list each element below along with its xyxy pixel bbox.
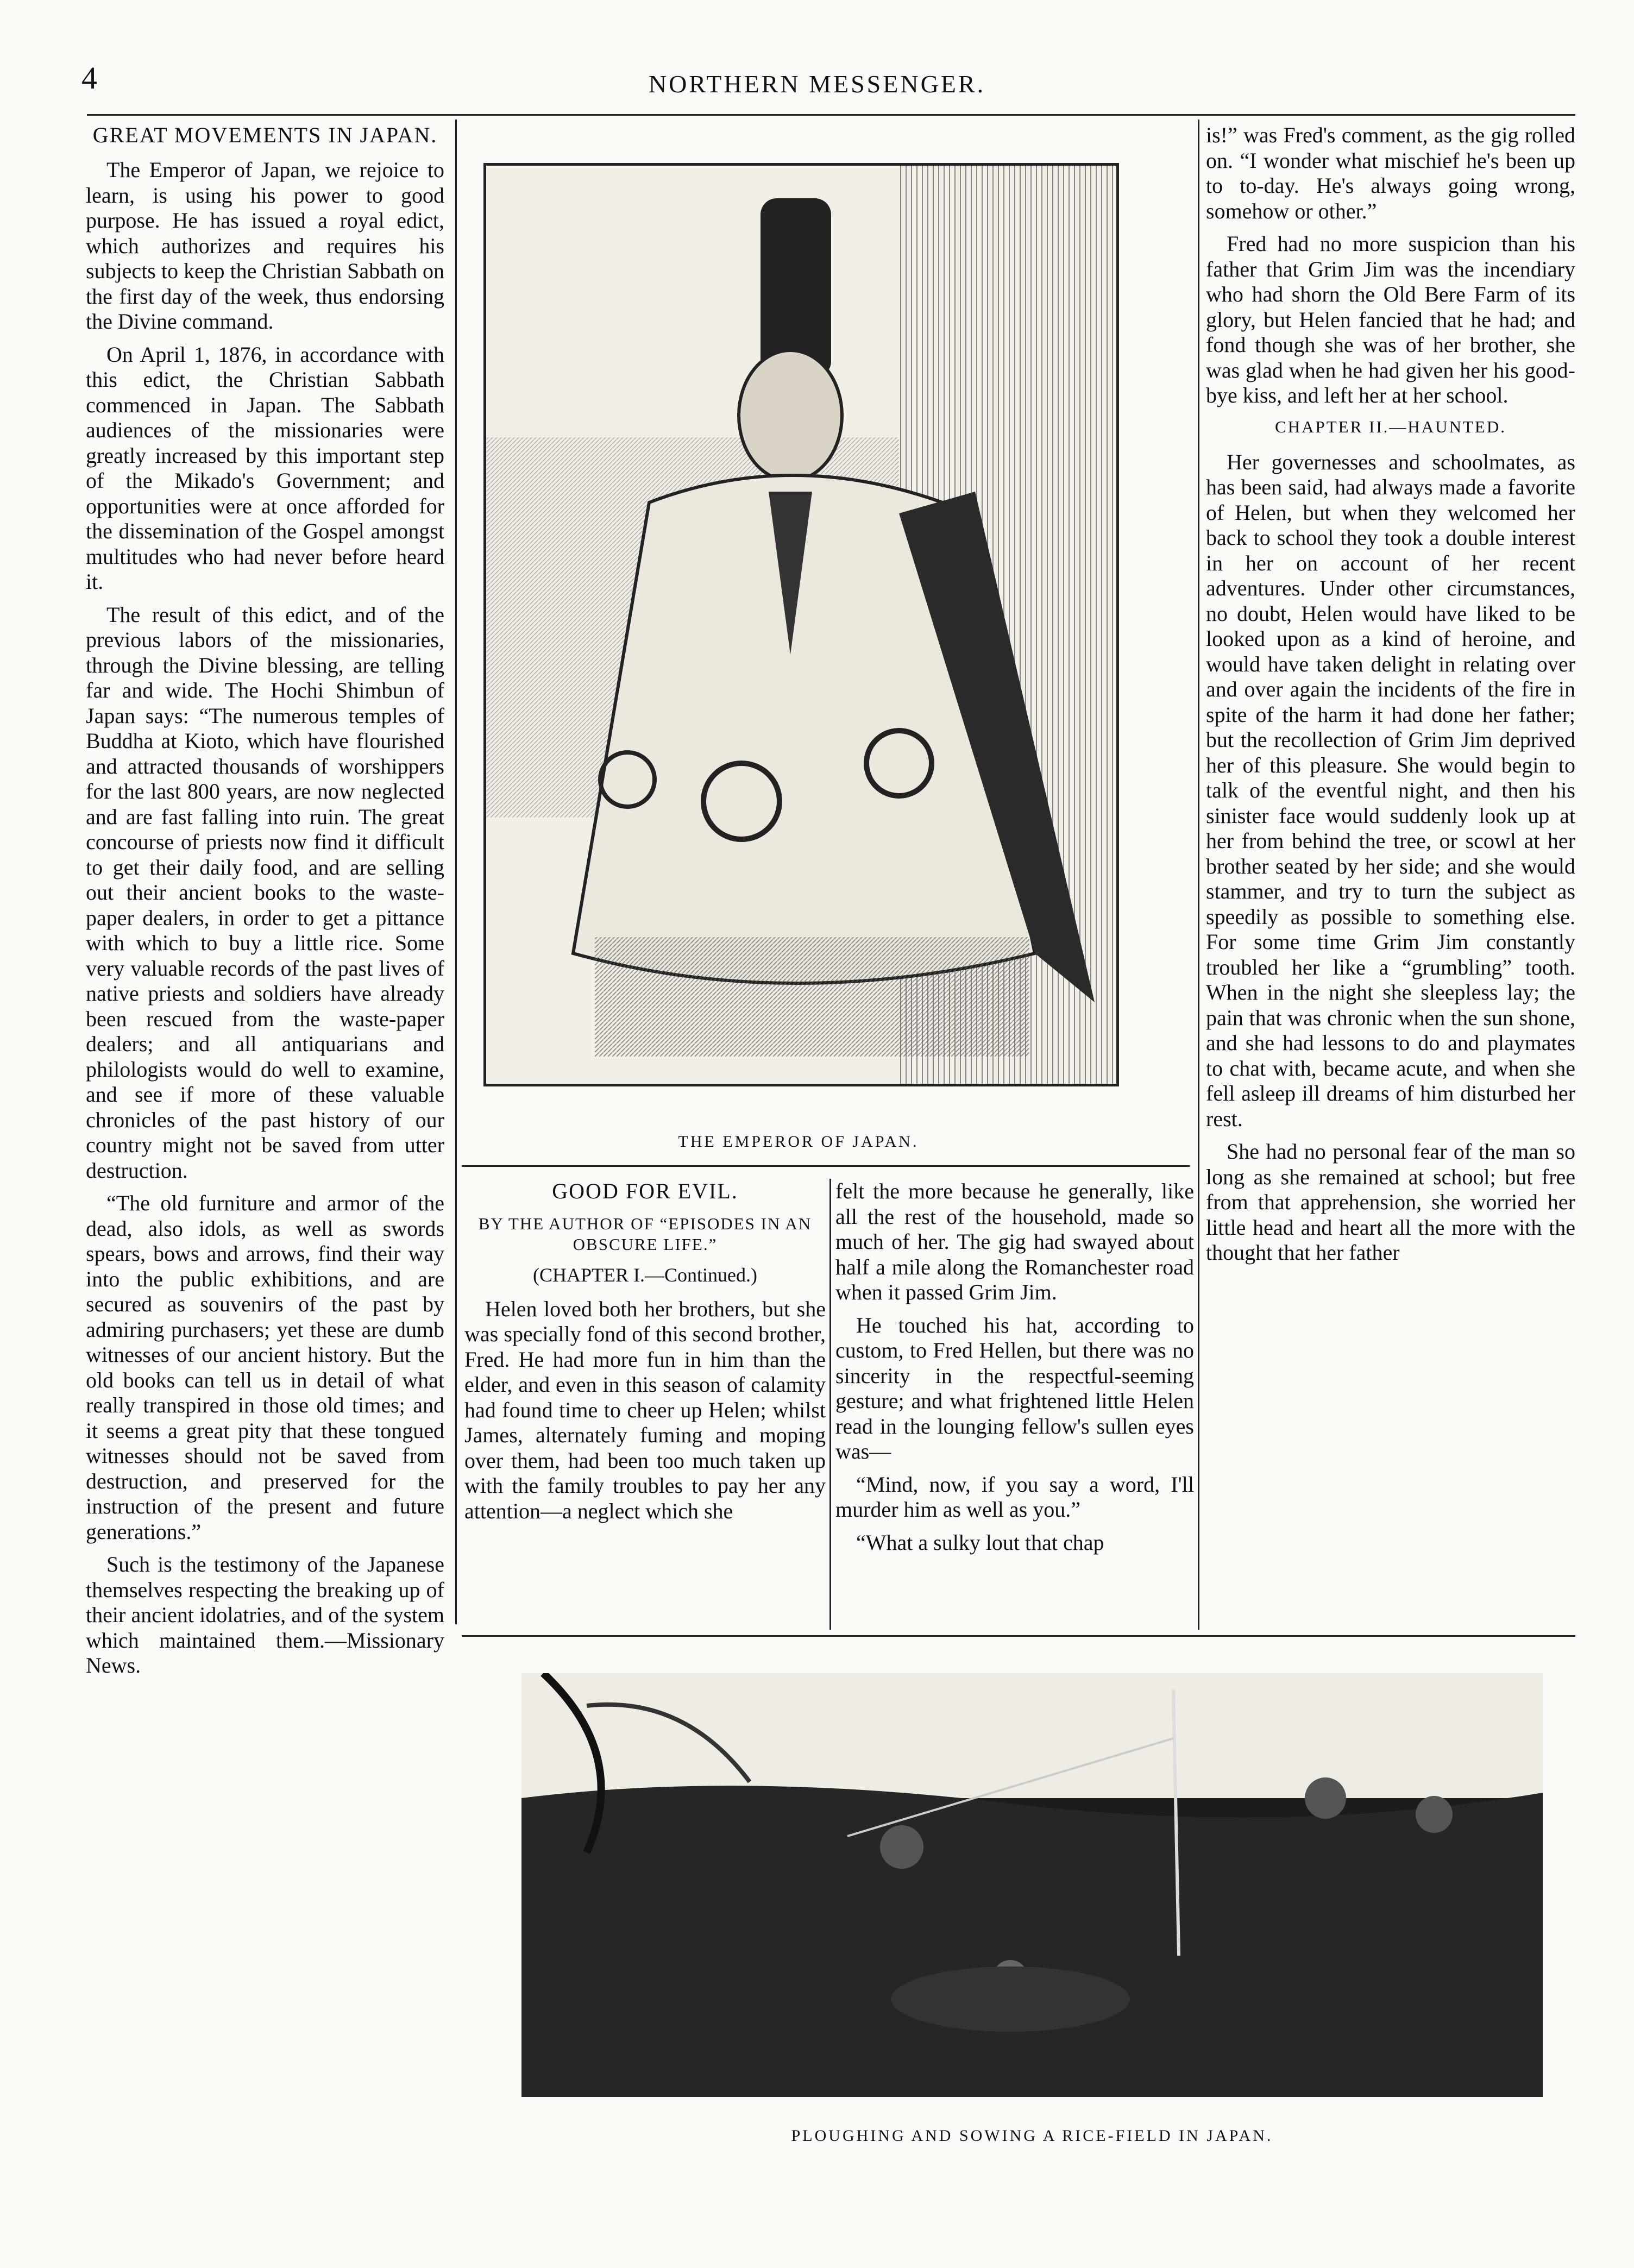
article-paragraph: The Emperor of Japan, we rejoice to learn, is using his power to good purpose. He has issued a royal edict, which authorizes and requires his subjects to keep the Christian Sabbath on the first day of the week, thus endorsing the Divine command. xyxy=(86,158,444,334)
article-heading: GREAT MOVEMENTS IN JAPAN. xyxy=(92,123,438,147)
emperor-illustration xyxy=(483,163,1119,1086)
story-paragraph: Helen loved both her brothers, but she was specially fond of this second brother, Fred. He had more fun in him than the elder, and even in this season of calamity had found time to cheer up Helen; whilst James, alternately fuming and moping over them, had been too much taken up with the family troubles to pay her any attention—a neglect which she xyxy=(464,1296,826,1523)
story-paragraph: He touched his hat, according to custom, to Fred Hellen, but there was no sincerity in the respectful-seeming gesture; and what frightened little Helen read in the lounging fellow's sullen eyes was— xyxy=(835,1312,1194,1463)
story-paragraph: felt the more because he generally, like all the rest of the household, made so much of her. The gig had swayed about half a mile along the Romanchester road when it passed Grim Jim. xyxy=(835,1179,1194,1304)
rice-field-caption: PLOUGHING AND SOWING A RICE-FIELD IN JAPAN. xyxy=(791,2127,1273,2145)
rice-field-illustration xyxy=(521,1673,1543,2097)
story-paragraph: “Mind, now, if you say a word, I'll murder him as well as you.” xyxy=(835,1472,1194,1522)
article-paragraph: On April 1, 1876, in accordance with this edict, the Christian Sabbath commenced in Japan. The Sabbath audiences of the missionaries were greatly increased by this important step of the Mikado's Government; and opportunities were at once afforded for the dissemination of the Gospel amongst multitudes who had never before heard it. xyxy=(86,342,444,594)
story-title: GOOD FOR EVIL. xyxy=(552,1179,738,1203)
page-number: 4 xyxy=(81,60,97,96)
column-divider xyxy=(829,1179,831,1630)
story-column-b xyxy=(835,1179,1194,1630)
story-paragraph: She had no personal fear of the man so long as she remained at school; but free from that apprehension, she worried her little head and heart all the more with the thought that her father xyxy=(1206,1139,1575,1265)
article-paragraph: Such is the testimony of the Japanese themselves respecting the breaking up of their ancient idolatries, and of the system which maintained them.—Missionary News. xyxy=(86,1552,444,1678)
column-divider xyxy=(1198,120,1199,1630)
story-byline: BY THE AUTHOR OF “EPISODES IN AN OBSCURE LIFE.” xyxy=(478,1214,812,1254)
story-paragraph: is!” was Fred's comment, as the gig rolled on. “I wonder what mischief he's been up to to-day. He's always going wrong, somehow or other.” xyxy=(1206,123,1575,223)
section-rule xyxy=(462,1635,1575,1637)
emperor-caption: THE EMPEROR OF JAPAN. xyxy=(678,1133,919,1151)
story-paragraph: Fred had no more suspicion than his father that Grim Jim was the incendiary who had shorn the Old Bere Farm of its glory, but Helen fancied that he had; and fond though she was of her brother, she was glad when he had given her his good-bye kiss, and left her at her school. xyxy=(1206,231,1575,407)
newspaper-title: NORTHERN MESSENGER. xyxy=(648,70,986,98)
column-divider xyxy=(455,120,457,1624)
rice-field-scene-icon xyxy=(521,1673,1543,2097)
article-great-movements xyxy=(86,123,444,2154)
story-column-a xyxy=(464,1179,826,1630)
story-paragraph: Her governesses and schoolmates, as has been said, had always made a favorite of Helen, but when they welcomed her back to school they took a double interest in her on account of her recent adventures. Under other circumstances, no doubt, Helen would have liked to be looked upon as a kind of heroine, and would have taken delight in relating over and over again the incidents of the fire in spite of the harm it had done her father; but the recollection of Grim Jim deprived her of this pleasure. She would begin to talk of the eventful night, and then his sinister face would suddenly look up at her from behind the tree, or scowl at her brother seated by her side; and she would stammer, and try to turn the subject as speedily as possible to something else. For some time Grim Jim constantly troubled her like a “grumbling” tooth. When in the night she sleepless lay; the pain that was chronic when the sun shone, and she had lessons to do and playmates to chat with, became acute, and when she fell asleep ill dreams of him disturbed her rest. xyxy=(1206,449,1575,1131)
article-paragraph: The result of this edict, and of the previous labors of the missionaries, through the Divine blessing, are telling far and wide. The Hochi Shimbun of Japan says: “The numerous temples of Buddha at Kioto, which have flourished and attracted thousands of worshippers for the last 800 years, are now neglected and are fast falling into ruin. The great concourse of priests now find it difficult to get their daily food, and are selling out their ancient books to the waste-paper dealers, in order to get a pittance with which to buy a little rice. Some very valuable records of the past lives of native priests and soldiers have already been rescued from the waste-paper dealers; and all antiquarians and philologists would do well to examine, and see if more of these valuable chronicles of the past history of our country might not be saved from utter destruction. xyxy=(86,602,444,1183)
story-chapter: (CHAPTER I.—Continued.) xyxy=(533,1264,757,1286)
story-column-c xyxy=(1206,123,1575,1630)
chapter-two-heading: CHAPTER II.—HAUNTED. xyxy=(1275,417,1506,436)
emperor-figure-icon xyxy=(486,166,1116,1084)
story-paragraph: “What a sulky lout that chap xyxy=(856,1530,1104,1555)
image-bottom-rule xyxy=(462,1165,1190,1167)
header-rule xyxy=(87,114,1575,116)
article-paragraph: “The old furniture and armor of the dead, also idols, as well as swords spears, bows and arrows, find their way into the public exhibitions, and are secured as souvenirs of the past by admiring purchasers; yet these are dumb witnesses of our ancient history. But the old books can tell us in detail of what really transpired in those old times; and it seems a great pity that these tongued witnesses should not be saved from destruction, and preserved for the instruction of the present and future generations.” xyxy=(86,1191,444,1544)
